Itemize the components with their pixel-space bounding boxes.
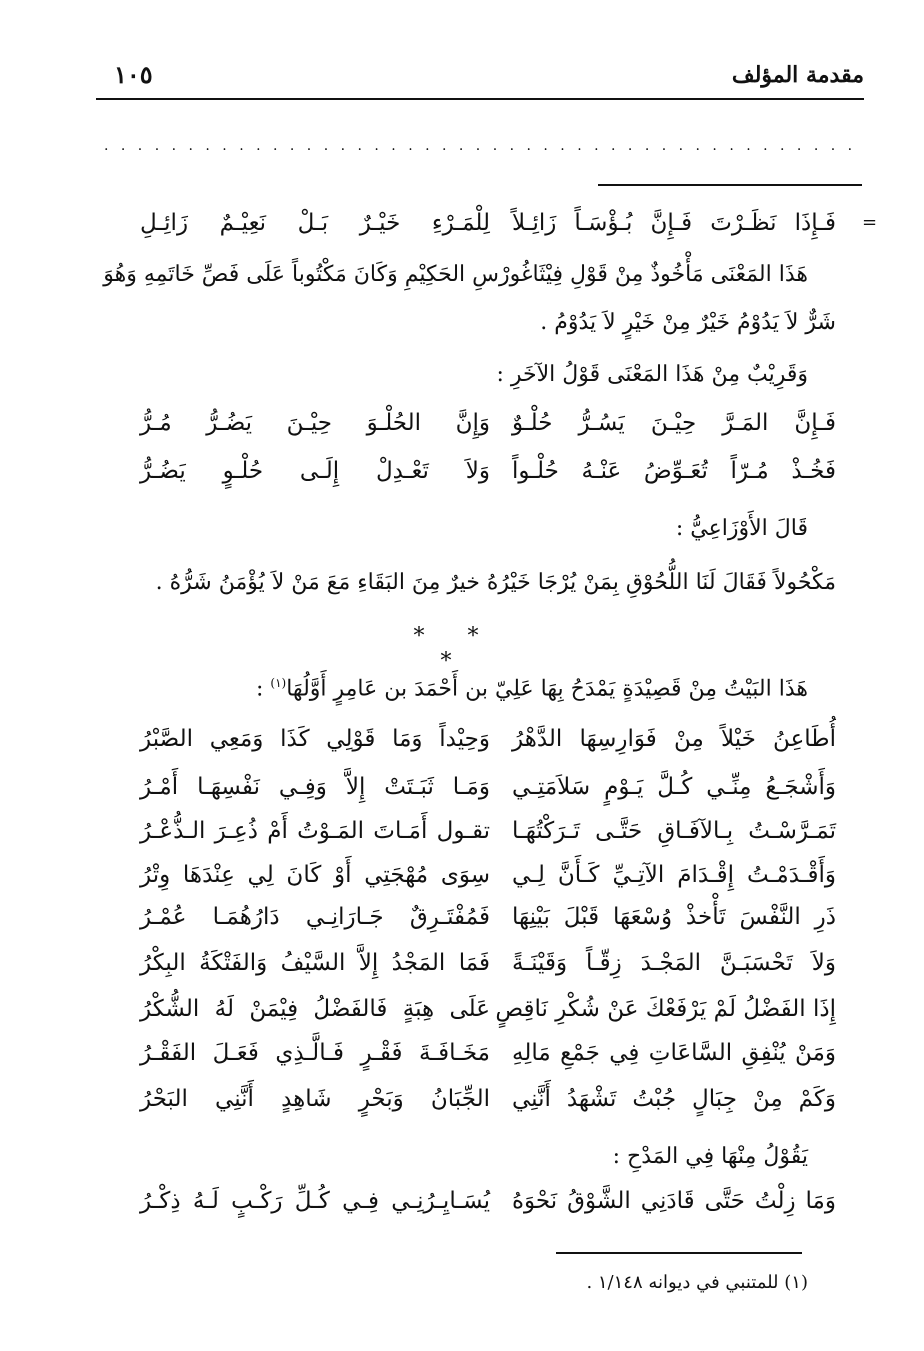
verse-second-hemistich: فَمَا المَجْدُ إِلاَّ السَّيْفُ وَالفَتْكَةُ البِكْرُ <box>140 950 490 976</box>
verse-line <box>140 818 836 858</box>
verse-line <box>140 1086 836 1126</box>
verse-line <box>140 950 836 990</box>
page-header <box>96 58 864 94</box>
verse-second-hemistich: تقـول أَمَـاتَ المَـوْتُ أَمْ ذُعِـرَ الـذُّعْـرُ <box>140 818 490 844</box>
page-number: ١٠٥ <box>114 60 153 89</box>
verse-line <box>140 862 836 902</box>
header-rule <box>96 98 864 100</box>
verse-second-hemistich: عَلَى هِبَةٍ فَالفَضْلُ فِيْمَنْ لَهُ الشُّكْرُ <box>140 996 490 1022</box>
verse-first-hemistich: فَخُـذْ مُـرّاً تُعَـوِّضُ عَنْـهُ حُلْـواً <box>512 458 836 484</box>
verse-line <box>140 996 836 1036</box>
footnote-rule <box>556 1252 802 1254</box>
verse-line <box>140 726 836 766</box>
verse-first-hemistich: فَـإِنَّ المَـرَّ حِيْـنَ يَسُـرُّ حُلْـوٌ <box>512 410 836 436</box>
verse-first-hemistich: إِذَا الفَضْلُ لَمْ يَرْفَعْكَ عَنْ شُكْرِ نَاقِصٍ <box>495 996 836 1022</box>
prose-line: هَذَا المَعْنَى مَأْخُوذٌ مِنْ قَوْلِ فِيْثَاغُورْسِ الحَكِيْمِ وَكَانَ مَكْتُوباً عَلَى فَصِّ خَاتَمِهِ وَهُوَ <box>103 262 808 287</box>
verse-line <box>140 210 836 250</box>
intro-colon: : <box>255 676 264 702</box>
verse-line <box>140 1040 836 1080</box>
verse-second-hemistich: يُسَـايِـرُنِـي فِـي كُـلِّ رَكْـبٍ لَـهُ ذِكْـرُ <box>140 1188 490 1214</box>
verse-second-hemistich: وَإِنَّ الحُلْـوَ حِيْـنَ يَضُـرُّ مُـرُّ <box>140 410 490 436</box>
verse-second-hemistich: سِوَى مُهْجَتِي أَوْ كَانَ لِي عِنْدَهَا وِتْرُ <box>140 862 490 888</box>
verse-first-hemistich: وَمَنْ يُنْفِقِ السَّاعَاتِ فِي جَمْعِ مَالِهِ <box>512 1040 836 1066</box>
verse-first-hemistich: ذَرِ النَّفْسَ تَأْخذْ وُسْعَهَا قَبْلَ بَيْنِهَا <box>512 904 836 930</box>
verse-line <box>140 1188 836 1228</box>
section-separator: * * * <box>413 624 497 674</box>
intro-line <box>256 676 808 701</box>
verse-line <box>140 774 836 814</box>
verse-second-hemistich: مَخَـافَـةَ فَقْـرٍ فَـالَّـذِي فَعَـلَ الفَقْـرُ <box>140 1040 490 1066</box>
verse-first-hemistich: وَأَقْـدَمْـتُ إِقْـدَامَ الآتِـيِّ كَـأَنَّ لِـي <box>512 862 836 888</box>
prose-line: قَالَ الأَوْزَاعِيُّ : <box>675 516 808 541</box>
dotted-separator <box>104 138 860 158</box>
intro-text: هَذَا البَيْتُ مِنْ قَصِيْدَةٍ يَمْدَحُ بِهَا عَلِيّ بن أَحْمَدَ بن عَامِرٍ أَوَّلُهَا <box>286 676 808 702</box>
footnote: (١) للمتنبي في ديوانه ١/١٤٨ . <box>586 1272 808 1293</box>
verse-first-hemistich: وَمَا زِلْتُ حَتَّى قَادَنِي الشَّوْقُ نَحْوَهُ <box>512 1188 836 1214</box>
chapter-title: مقدمة المؤلف <box>731 62 864 88</box>
verse-second-hemistich: وَمَـا ثَبَـتَتْ إِلاَّ وَفِـي نَفْسِهَـا أَمْـرُ <box>140 774 490 800</box>
verse-first-hemistich: وَأَشْجَـعُ مِنِّـي كُـلَّ يَـوْمٍ سَلاَمَتِـي <box>512 774 836 800</box>
prose-line: يَقُوْلُ مِنْهَا فِي المَدْحِ : <box>612 1144 808 1169</box>
prose-line: وَقَرِيْبٌ مِنْ هَذَا المَعْنَى قَوْلُ الآخَرِ : <box>496 362 808 387</box>
verse-first-hemistich: فَـإِذَا نَظَـرْتَ فَـإِنَّ بُـؤْسَـاً زَائِـلاً <box>512 210 836 236</box>
verse-first-hemistich: وَكَمْ مِنْ جِبَالٍ جُبْتُ تَشْهَدُ أَنَّنِي <box>512 1086 836 1112</box>
verse-second-hemistich: الجِّبَانُ وَبَحْرٍ شَاهِدٍ أَنَّنِي البَحْرُ <box>140 1086 490 1112</box>
prose-line: شَرٌّ لاَ يَدُوْمُ خَيْرٌ مِنْ خَيْرٍ لاَ يَدُوْمُ . <box>540 310 836 335</box>
footnote-ref: (١) <box>270 676 287 690</box>
verse-first-hemistich: أُطَاعِنُ خَيْلاً مِنْ فَوَارِسِهَا الدَّهْرُ <box>512 726 836 752</box>
verse-first-hemistich: تَمَـرَّسْـتُ بِـالآفَـاقِ حَتَّـى تَـرَكْتُهَـا <box>512 818 836 844</box>
prose-line: مَكْحُولاً فَقَالَ لَنَا اللُّحُوْقِ بِمَنْ يُرْجَا خَيْرُهُ خيرٌ مِنَ البَقَاءِ مَعَ مَنْ لاَ يُؤْمَنُ شَرُّهُ . <box>155 570 836 595</box>
verse-second-hemistich: وَلاَ تَعْـدِلْ إِلَـى حُلْـوٍ يَضُـرُّ <box>140 458 490 484</box>
verse-first-hemistich: وَلاَ تَحْسَبَـنَّ المَجْـدَ زِقّـاً وَقَيْنَـةً <box>512 950 836 976</box>
verse-line <box>140 458 836 498</box>
verse-second-hemistich: لِلْمَـرْءِ خَيْـرٌ بَـلْ نَعِيْـمٌ زَائِـلِ <box>140 210 490 236</box>
verse-line <box>140 410 836 450</box>
footnote-continuation-rule <box>598 184 862 186</box>
continuation-mark: = <box>862 212 878 233</box>
verse-second-hemistich: وَحِيْداً وَمَا قَوْلِي كَذَا وَمَعِي الصَّبْرُ <box>140 726 490 752</box>
verse-line <box>140 904 836 944</box>
verse-second-hemistich: فَمُفْتَـرِقٌ جَـارَانِـي دَارُهُمَـا عُمْـرُ <box>140 904 490 930</box>
